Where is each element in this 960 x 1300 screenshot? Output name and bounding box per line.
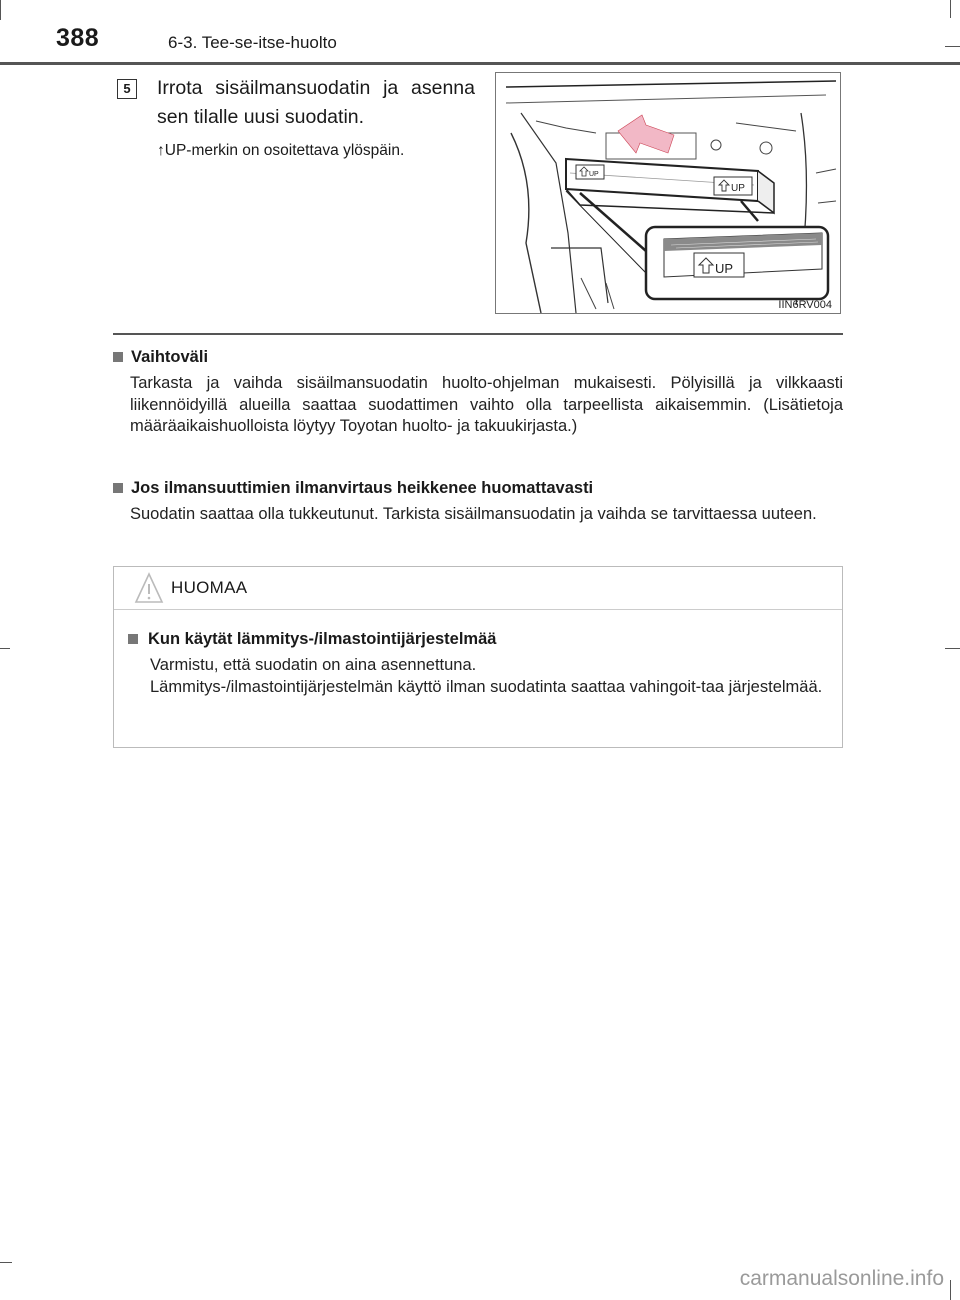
up-label-large: UP [715,261,734,276]
bullet-square-icon [128,634,138,644]
step-instruction: Irrota sisäilmansuodatin ja asenna sen tilalle uusi suodatin. [157,77,475,128]
bullet-square-icon [113,352,123,362]
crop-mark [950,0,951,18]
figure-code: IIN6RV004 [778,299,832,311]
watermark: carmanualsonline.info [739,1267,944,1290]
page-number: 388 [56,24,100,52]
crop-mark [0,0,1,20]
step-note-text: UP-merkin on osoitettava ylöspäin. [164,142,405,159]
notice-box [113,566,843,748]
bullet-square-icon [113,483,123,493]
section-divider [113,333,843,335]
header-rule [0,62,960,65]
warning-triangle-icon [134,572,164,604]
notice-title: HUOMAA [171,578,248,597]
up-label-small: UP [589,171,599,178]
item-heading: Vaihtoväli [131,348,209,366]
up-label-medium: UP [731,183,745,194]
notice-item [125,627,835,698]
info-item [113,345,843,438]
section-title: 6-3. Tee-se-itse-huolto [168,33,337,52]
notice-item-body [150,655,835,698]
info-item [113,476,843,526]
step-number-badge: 5 [117,79,137,99]
crop-mark [0,1262,12,1263]
item-body: Suodatin saattaa olla tukkeutunut. Tarkista sisäilmansuodatin ja vaihda se tarvittaessa uuteen. [130,505,817,523]
notice-line: Varmistu, että suodatin on aina asennettuna. [150,656,477,674]
item-body: Tarkasta ja vaihda sisäilmansuodatin huolto-ohjelman mukaisesti. Pölyisillä ja vilkkaasti liikennöidyillä alueilla saattaa suodattimen vaihto olla tarpeellista aikaisemmin. (Lisätietoja määräaikaishuolloista löytyy Toyotan huolto- ja takuukirjasta.) [130,374,843,435]
crop-mark [945,648,960,649]
notice-header [114,567,842,610]
step-note [157,140,487,162]
notice-item-heading: Kun käytät lämmitys-/ilmastointijärjestelmää [148,630,497,648]
filter-illustration [495,72,841,314]
crop-mark [950,1280,951,1300]
item-heading: Jos ilmansuuttimien ilmanvirtaus heikkenee huomattavasti [131,479,594,497]
crop-mark [945,46,960,47]
crop-mark [0,648,10,649]
notice-line: Lämmitys-/ilmastointijärjestelmän käyttö ilman suodatinta saattaa vahingoit-taa järjestelmää. [150,677,823,696]
up-arrow-icon: ↑ [157,142,165,159]
filter-drawing [496,73,841,314]
